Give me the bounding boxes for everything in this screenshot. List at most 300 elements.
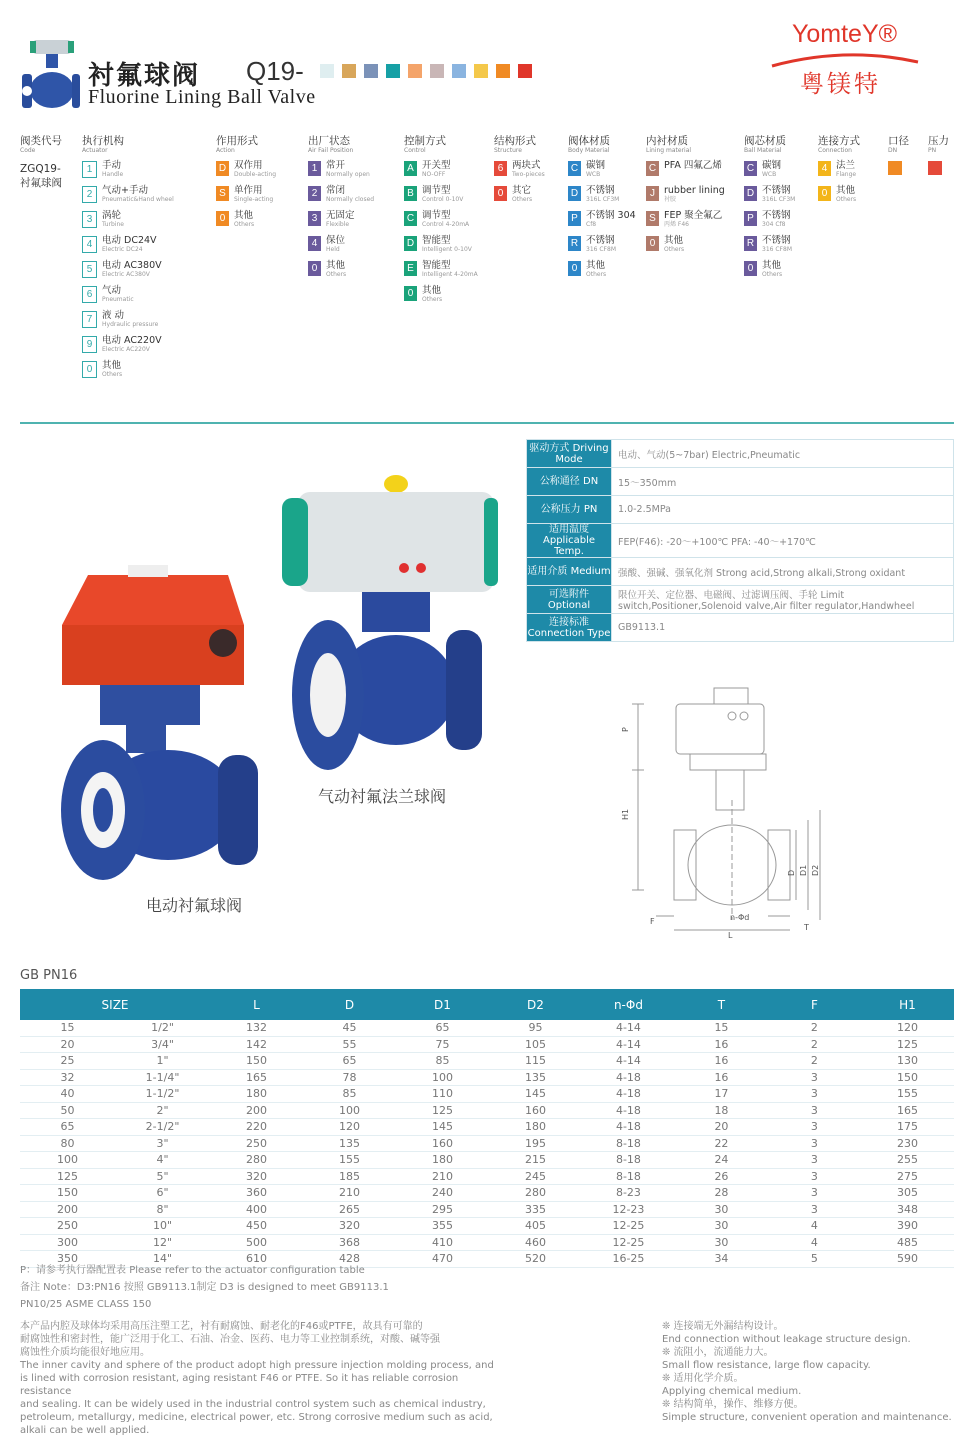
table-cell: 20 (20, 1036, 115, 1053)
model-swatch (320, 64, 334, 78)
config-option-label: 碳钢 WCB (762, 160, 782, 178)
config-code-box: E (404, 261, 417, 276)
config-code-box: 6 (82, 286, 97, 303)
table-cell: 65 (396, 1020, 489, 1036)
table-cell: 4-14 (582, 1053, 675, 1070)
table-header: H1 (861, 989, 954, 1020)
config-option-label: 涡轮 Turbine (102, 210, 124, 228)
table-cell: 65 (20, 1119, 115, 1136)
config-option-label: 其他 Others (664, 235, 685, 253)
spec-key: 公称压力 PN (527, 496, 612, 524)
table-cell: 180 (489, 1119, 582, 1136)
note-line: P：请参考执行器配置表 Please refer to the actuator configuration table (20, 1265, 365, 1276)
feature-line: Simple structure, convenient operation and maintenance. (662, 1412, 952, 1423)
config-option-label: 常开 Normally open (326, 160, 370, 178)
spec-row (527, 496, 954, 524)
config-code-box: C (744, 161, 757, 176)
table-cell: 26 (675, 1168, 768, 1185)
table-cell: 3 (768, 1135, 861, 1152)
table-row (20, 1234, 954, 1251)
table-cell: 3" (115, 1135, 210, 1152)
table-cell: 32 (20, 1069, 115, 1086)
model-swatch (430, 64, 444, 78)
table-cell: 460 (489, 1234, 582, 1251)
table-cell: 22 (675, 1135, 768, 1152)
config-column-head: 出厂状态 Air Fail Position (308, 135, 354, 154)
config-option (568, 261, 636, 279)
config-option (404, 261, 478, 279)
table-header: n-Φd (582, 989, 675, 1020)
description-paragraph (20, 1320, 510, 1437)
paragraph-line: is lined with corrosion resistant, aging resistant F46 or PTFE. So it has reliable corrosion resistance (20, 1373, 459, 1397)
table-cell: 16-25 (582, 1251, 675, 1268)
table-cell: 12-23 (582, 1201, 675, 1218)
config-option-label: 常闭 Normally closed (326, 185, 375, 203)
config-option (216, 211, 276, 229)
table-cell: 180 (396, 1152, 489, 1169)
config-code-box: 6 (494, 161, 507, 176)
config-code-box: 0 (308, 261, 321, 276)
table-cell: 125 (20, 1168, 115, 1185)
config-option-label: FEP 聚全氟乙 丙烯 F46 (664, 210, 723, 228)
config-code-box: C (568, 161, 581, 176)
note-line: PN10/25 ASME CLASS 150 (20, 1299, 152, 1310)
config-option-label: PFA 四氟乙烯 (664, 160, 722, 171)
table-cell: 2 (768, 1053, 861, 1070)
table-cell: 2 (768, 1036, 861, 1053)
table-cell: 150 (861, 1069, 954, 1086)
table-cell: 120 (861, 1020, 954, 1036)
spec-key: 驱动方式 Driving Mode (527, 440, 612, 468)
config-option-label: 其他 Others (234, 210, 255, 228)
config-column-head: 压力 PN (928, 135, 949, 154)
paragraph-line: alkali can be well applied. (20, 1425, 150, 1436)
table-cell: 110 (396, 1086, 489, 1103)
config-code-box: C (646, 161, 659, 176)
model-swatch (364, 64, 378, 78)
config-code-value: ZGQ19- 衬氟球阀 (20, 163, 62, 189)
model-prefix: Q19- (246, 56, 304, 86)
config-code-box: 4 (818, 161, 831, 176)
config-option (744, 161, 795, 179)
config-option (404, 236, 478, 254)
table-cell: 210 (303, 1185, 396, 1202)
spec-key: 连接标准 Connection Type (527, 614, 612, 642)
config-option (494, 186, 545, 204)
config-column (928, 136, 949, 179)
dim-label-l: L (728, 931, 733, 940)
config-option (404, 186, 478, 204)
table-row (20, 1102, 954, 1119)
table-cell: 275 (861, 1168, 954, 1185)
table-cell: 305 (861, 1185, 954, 1202)
spec-value: 电动、气动(5~7bar) Electric,Pneumatic (612, 440, 954, 468)
config-option-label: 其他 Others (422, 285, 443, 303)
table-cell: 200 (210, 1102, 303, 1119)
table-cell: 3 (768, 1168, 861, 1185)
table-cell: 355 (396, 1218, 489, 1235)
config-column-head: 执行机构 Actuator (82, 135, 124, 154)
table-cell: 4-18 (582, 1119, 675, 1136)
table-cell: 155 (303, 1152, 396, 1169)
table-cell: 12-25 (582, 1218, 675, 1235)
table-cell: 165 (210, 1069, 303, 1086)
config-option (744, 211, 795, 229)
config-column (888, 136, 909, 179)
table-cell: 28 (675, 1185, 768, 1202)
spec-value: GB9113.1 (612, 614, 954, 642)
config-option (818, 161, 860, 179)
table-row (20, 1119, 954, 1136)
table-cell: 65 (303, 1053, 396, 1070)
caption-pneumatic-valve: 气动衬氟法兰球阀 (318, 787, 447, 806)
config-option (82, 236, 174, 254)
table-cell: 25 (20, 1053, 115, 1070)
config-column-head: 阀芯材质 Ball Material (744, 135, 786, 154)
table-cell: 100 (303, 1102, 396, 1119)
config-option-label: 调节型 Control 4-20mA (422, 210, 470, 228)
config-column (494, 136, 545, 204)
table-cell: 400 (210, 1201, 303, 1218)
table-cell: 250 (20, 1218, 115, 1235)
model-swatch (452, 64, 466, 78)
table-cell: 3 (768, 1185, 861, 1202)
model-swatch (496, 64, 510, 78)
config-code-box: 0 (494, 186, 507, 201)
table-row (20, 1168, 954, 1185)
table-row (20, 1020, 954, 1036)
config-column-head: 阀体材质 Body Material (568, 135, 610, 154)
config-column (744, 136, 795, 279)
config-option (308, 261, 374, 279)
table-cell: 4-14 (582, 1020, 675, 1036)
brand-logo-en: YomteY® (792, 20, 898, 48)
table-cell: 500 (210, 1234, 303, 1251)
table-cell: 4-18 (582, 1086, 675, 1103)
config-option-label: 不锈钢 304 Cf8 (586, 210, 636, 228)
config-code-box: 1 (308, 161, 321, 176)
dim-label-d1: D1 (799, 864, 808, 876)
table-cell: 100 (20, 1152, 115, 1169)
table-header: SIZE (20, 989, 210, 1020)
table-cell: 2-1/2" (115, 1119, 210, 1136)
table-cell: 95 (489, 1020, 582, 1036)
table-cell: 280 (489, 1185, 582, 1202)
table-cell: 5 (768, 1251, 861, 1268)
table-cell: 180 (210, 1086, 303, 1103)
table-cell: 20 (675, 1119, 768, 1136)
table-cell: 12-25 (582, 1234, 675, 1251)
table-cell: 3 (768, 1201, 861, 1218)
config-option (308, 236, 374, 254)
config-option-label: 无固定 Flexible (326, 210, 355, 228)
table-cell: 1/2" (115, 1020, 210, 1036)
table-cell: 8-18 (582, 1168, 675, 1185)
caption-electric-valve: 电动衬氟球阀 (146, 896, 243, 915)
config-column (568, 136, 636, 279)
table-cell: 210 (396, 1168, 489, 1185)
spec-value: FEP(F46): -20～+100℃ PFA: -40～+170℃ (612, 524, 954, 558)
table-cell: 485 (861, 1234, 954, 1251)
electric-valve-photo (58, 565, 278, 895)
dim-label-h1: H1 (621, 808, 630, 820)
table-cell: 3 (768, 1152, 861, 1169)
spec-value: 1.0-2.5MPa (612, 496, 954, 524)
table-cell: 150 (20, 1185, 115, 1202)
table-cell: 160 (396, 1135, 489, 1152)
spec-row (527, 524, 954, 558)
dim-label-d2: D2 (811, 864, 820, 876)
config-code-box: C (404, 211, 417, 226)
config-option-label: 智能型 Intelligent 4-20mA (422, 260, 478, 278)
config-option (568, 186, 636, 204)
config-column (216, 136, 276, 229)
table-cell: 470 (396, 1251, 489, 1268)
config-option-label: 不锈钢 316L CF3M (762, 185, 796, 203)
config-option (82, 211, 174, 229)
table-header: L (210, 989, 303, 1020)
table-cell: 245 (489, 1168, 582, 1185)
table-cell: 85 (303, 1086, 396, 1103)
table-cell: 320 (303, 1218, 396, 1235)
config-code-box: P (568, 211, 581, 226)
config-option-label: 开关型 NO-OFF (422, 160, 451, 178)
table-cell: 265 (303, 1201, 396, 1218)
model-swatch (474, 64, 488, 78)
config-option (216, 161, 276, 179)
table-cell: 1-1/4" (115, 1069, 210, 1086)
table-cell: 145 (396, 1119, 489, 1136)
table-cell: 2" (115, 1102, 210, 1119)
table-header: D1 (396, 989, 489, 1020)
table-cell: 17 (675, 1086, 768, 1103)
config-option (568, 161, 636, 179)
spec-row (527, 440, 954, 468)
config-column-head: 内衬材质 Lining material (646, 135, 692, 154)
config-option-label: 智能型 Intelligent 0-10V (422, 235, 472, 253)
table-cell: 360 (210, 1185, 303, 1202)
spec-key: 适用温度 Applicable Temp. (527, 524, 612, 558)
table-cell: 350 (20, 1251, 115, 1268)
table-cell: 125 (861, 1036, 954, 1053)
table-cell: 160 (489, 1102, 582, 1119)
table-row (20, 1036, 954, 1053)
pneumatic-valve-photo (278, 470, 498, 780)
dim-label-f: F (650, 917, 655, 926)
feature-line: End connection without leakage structure design. (662, 1334, 911, 1345)
table-cell: 12" (115, 1234, 210, 1251)
config-code-box: J (646, 186, 659, 201)
table-cell: 195 (489, 1135, 582, 1152)
table-cell: 15 (675, 1020, 768, 1036)
table-cell: 6" (115, 1185, 210, 1202)
config-option (646, 211, 725, 229)
config-option (82, 286, 174, 304)
config-code-box: A (404, 161, 417, 176)
table-cell: 4 (768, 1218, 861, 1235)
page-title-en: Fluorine Lining Ball Valve (88, 86, 316, 108)
config-code-box: B (404, 186, 417, 201)
table-cell: 300 (20, 1234, 115, 1251)
config-option-label: 不锈钢 304 Cf8 (762, 210, 791, 228)
table-cell: 3 (768, 1069, 861, 1086)
config-option (818, 186, 860, 204)
config-option-label: 法兰 Flange (836, 160, 857, 178)
table-cell: 100 (396, 1069, 489, 1086)
model-swatch (408, 64, 422, 78)
table-row (20, 1053, 954, 1070)
spec-row (527, 586, 954, 614)
config-option-label: 电动 DC24V Electric DC24 (102, 235, 157, 253)
table-cell: 135 (303, 1135, 396, 1152)
config-option (308, 186, 374, 204)
config-option (404, 161, 478, 179)
table-cell: 130 (861, 1053, 954, 1070)
table-row (20, 1152, 954, 1169)
config-option-label: 其他 Others (836, 185, 857, 203)
config-option-label: 两块式 Two-pieces (512, 160, 545, 178)
table-cell: 10" (115, 1218, 210, 1235)
table-cell: 348 (861, 1201, 954, 1218)
table-cell: 215 (489, 1152, 582, 1169)
table-cell: 450 (210, 1218, 303, 1235)
config-option-label: 手动 Handle (102, 160, 124, 178)
paragraph-line: 耐腐蚀性和密封性，能广泛用于化工、石油、冶金、医药、电力等工业控制系统，对酸、碱等强 (20, 1334, 440, 1345)
table-cell: 8-18 (582, 1152, 675, 1169)
spec-key: 可选附件 Optional (527, 586, 612, 614)
config-option-label: 液 动 Hydraulic pressure (102, 310, 159, 328)
model-swatch (518, 64, 532, 78)
config-code-box: 9 (82, 336, 97, 353)
table-cell: 520 (489, 1251, 582, 1268)
config-code-box: 1 (82, 161, 97, 178)
spec-row (527, 614, 954, 642)
config-option (646, 186, 725, 204)
table-cell: 295 (396, 1201, 489, 1218)
config-code-box: 2 (82, 186, 97, 203)
table-cell: 16 (675, 1069, 768, 1086)
feature-line: Applying chemical medium. (662, 1386, 802, 1397)
table-cell: 320 (210, 1168, 303, 1185)
config-code-head: 阀类代号 Code (20, 135, 62, 154)
config-code-box: 0 (404, 286, 417, 301)
config-code-box: 0 (216, 211, 229, 226)
table-cell: 3 (768, 1102, 861, 1119)
table-title: GB PN16 (20, 968, 78, 983)
config-option (404, 211, 478, 229)
product-icon (20, 38, 80, 114)
config-column (646, 136, 725, 254)
config-option-label: 双作用 Double-acting (234, 160, 277, 178)
table-cell: 410 (396, 1234, 489, 1251)
table-cell: 1-1/2" (115, 1086, 210, 1103)
table-cell: 590 (861, 1251, 954, 1268)
config-code-box: P (744, 211, 757, 226)
table-cell: 150 (210, 1053, 303, 1070)
config-option (308, 161, 374, 179)
table-cell: 120 (303, 1119, 396, 1136)
model-swatch (386, 64, 400, 78)
table-cell: 220 (210, 1119, 303, 1136)
config-option-label: 电动 AC380V Electric AC380V (102, 260, 162, 278)
config-code-box: 4 (82, 236, 97, 253)
config-option-label: 气动+手动 Pneumatic&Hand wheel (102, 185, 174, 203)
config-option-label: 气动 Pneumatic (102, 285, 134, 303)
config-option (82, 261, 174, 279)
config-option-label: 其他 Others (762, 260, 783, 278)
config-code-box: S (646, 211, 659, 226)
table-cell: 16 (675, 1053, 768, 1070)
spec-table (526, 439, 954, 642)
table-cell: 3/4" (115, 1036, 210, 1053)
table-row (20, 1069, 954, 1086)
table-cell: 4-18 (582, 1102, 675, 1119)
table-cell: 8-23 (582, 1185, 675, 1202)
config-option-label: rubber lining 衬胶 (664, 185, 725, 203)
feature-line: ❊ 连接端无外漏结构设计。 (662, 1321, 784, 1332)
table-cell: 610 (210, 1251, 303, 1268)
config-option-label: 不锈钢 316 CF8M (586, 235, 616, 253)
table-cell: 30 (675, 1234, 768, 1251)
config-option (216, 186, 276, 204)
config-code-box: 7 (82, 311, 97, 328)
table-cell: 200 (20, 1201, 115, 1218)
config-option (646, 161, 725, 179)
config-code-box: 0 (646, 236, 659, 251)
config-option-label: 单作用 Single-acting (234, 185, 274, 203)
table-cell: 428 (303, 1251, 396, 1268)
config-option-label: 其他 Others (326, 260, 347, 278)
config-option (82, 186, 174, 204)
table-header: T (675, 989, 768, 1020)
table-cell: 4 (768, 1234, 861, 1251)
table-cell: 16 (675, 1036, 768, 1053)
config-column-head: 连接方式 Connection (818, 135, 860, 154)
config-code-box: R (568, 236, 581, 251)
feature-line: ❊ 结构简单，操作、维修方便。 (662, 1399, 804, 1410)
table-cell: 280 (210, 1152, 303, 1169)
config-code-box (928, 161, 942, 175)
table-cell: 30 (675, 1218, 768, 1235)
table-cell: 5" (115, 1168, 210, 1185)
config-option (82, 336, 174, 354)
config-code-box: S (216, 186, 229, 201)
table-cell: 8-18 (582, 1135, 675, 1152)
table-cell: 250 (210, 1135, 303, 1152)
table-cell: 4" (115, 1152, 210, 1169)
spec-row (527, 558, 954, 586)
table-cell: 45 (303, 1020, 396, 1036)
table-cell: 185 (303, 1168, 396, 1185)
table-cell: 85 (396, 1053, 489, 1070)
table-cell: 115 (489, 1053, 582, 1070)
table-cell: 105 (489, 1036, 582, 1053)
config-code-box: 4 (308, 236, 321, 251)
config-option (82, 361, 174, 379)
config-option (646, 236, 725, 254)
table-cell: 155 (861, 1086, 954, 1103)
config-option (568, 236, 636, 254)
spec-row (527, 468, 954, 496)
paragraph-line: and sealing. It can be widely used in the industrial control system such as chemical industry, (20, 1399, 486, 1410)
table-cell: 4-18 (582, 1069, 675, 1086)
table-cell: 24 (675, 1152, 768, 1169)
config-code-box: D (404, 236, 417, 251)
brand-logo-cn: 粤镁特 (800, 70, 881, 98)
table-cell: 135 (489, 1069, 582, 1086)
config-option (308, 211, 374, 229)
paragraph-line: petroleum, metallurgy, medicine, electrical power, etc. Strong corrosive medium such as acid, (20, 1412, 493, 1423)
